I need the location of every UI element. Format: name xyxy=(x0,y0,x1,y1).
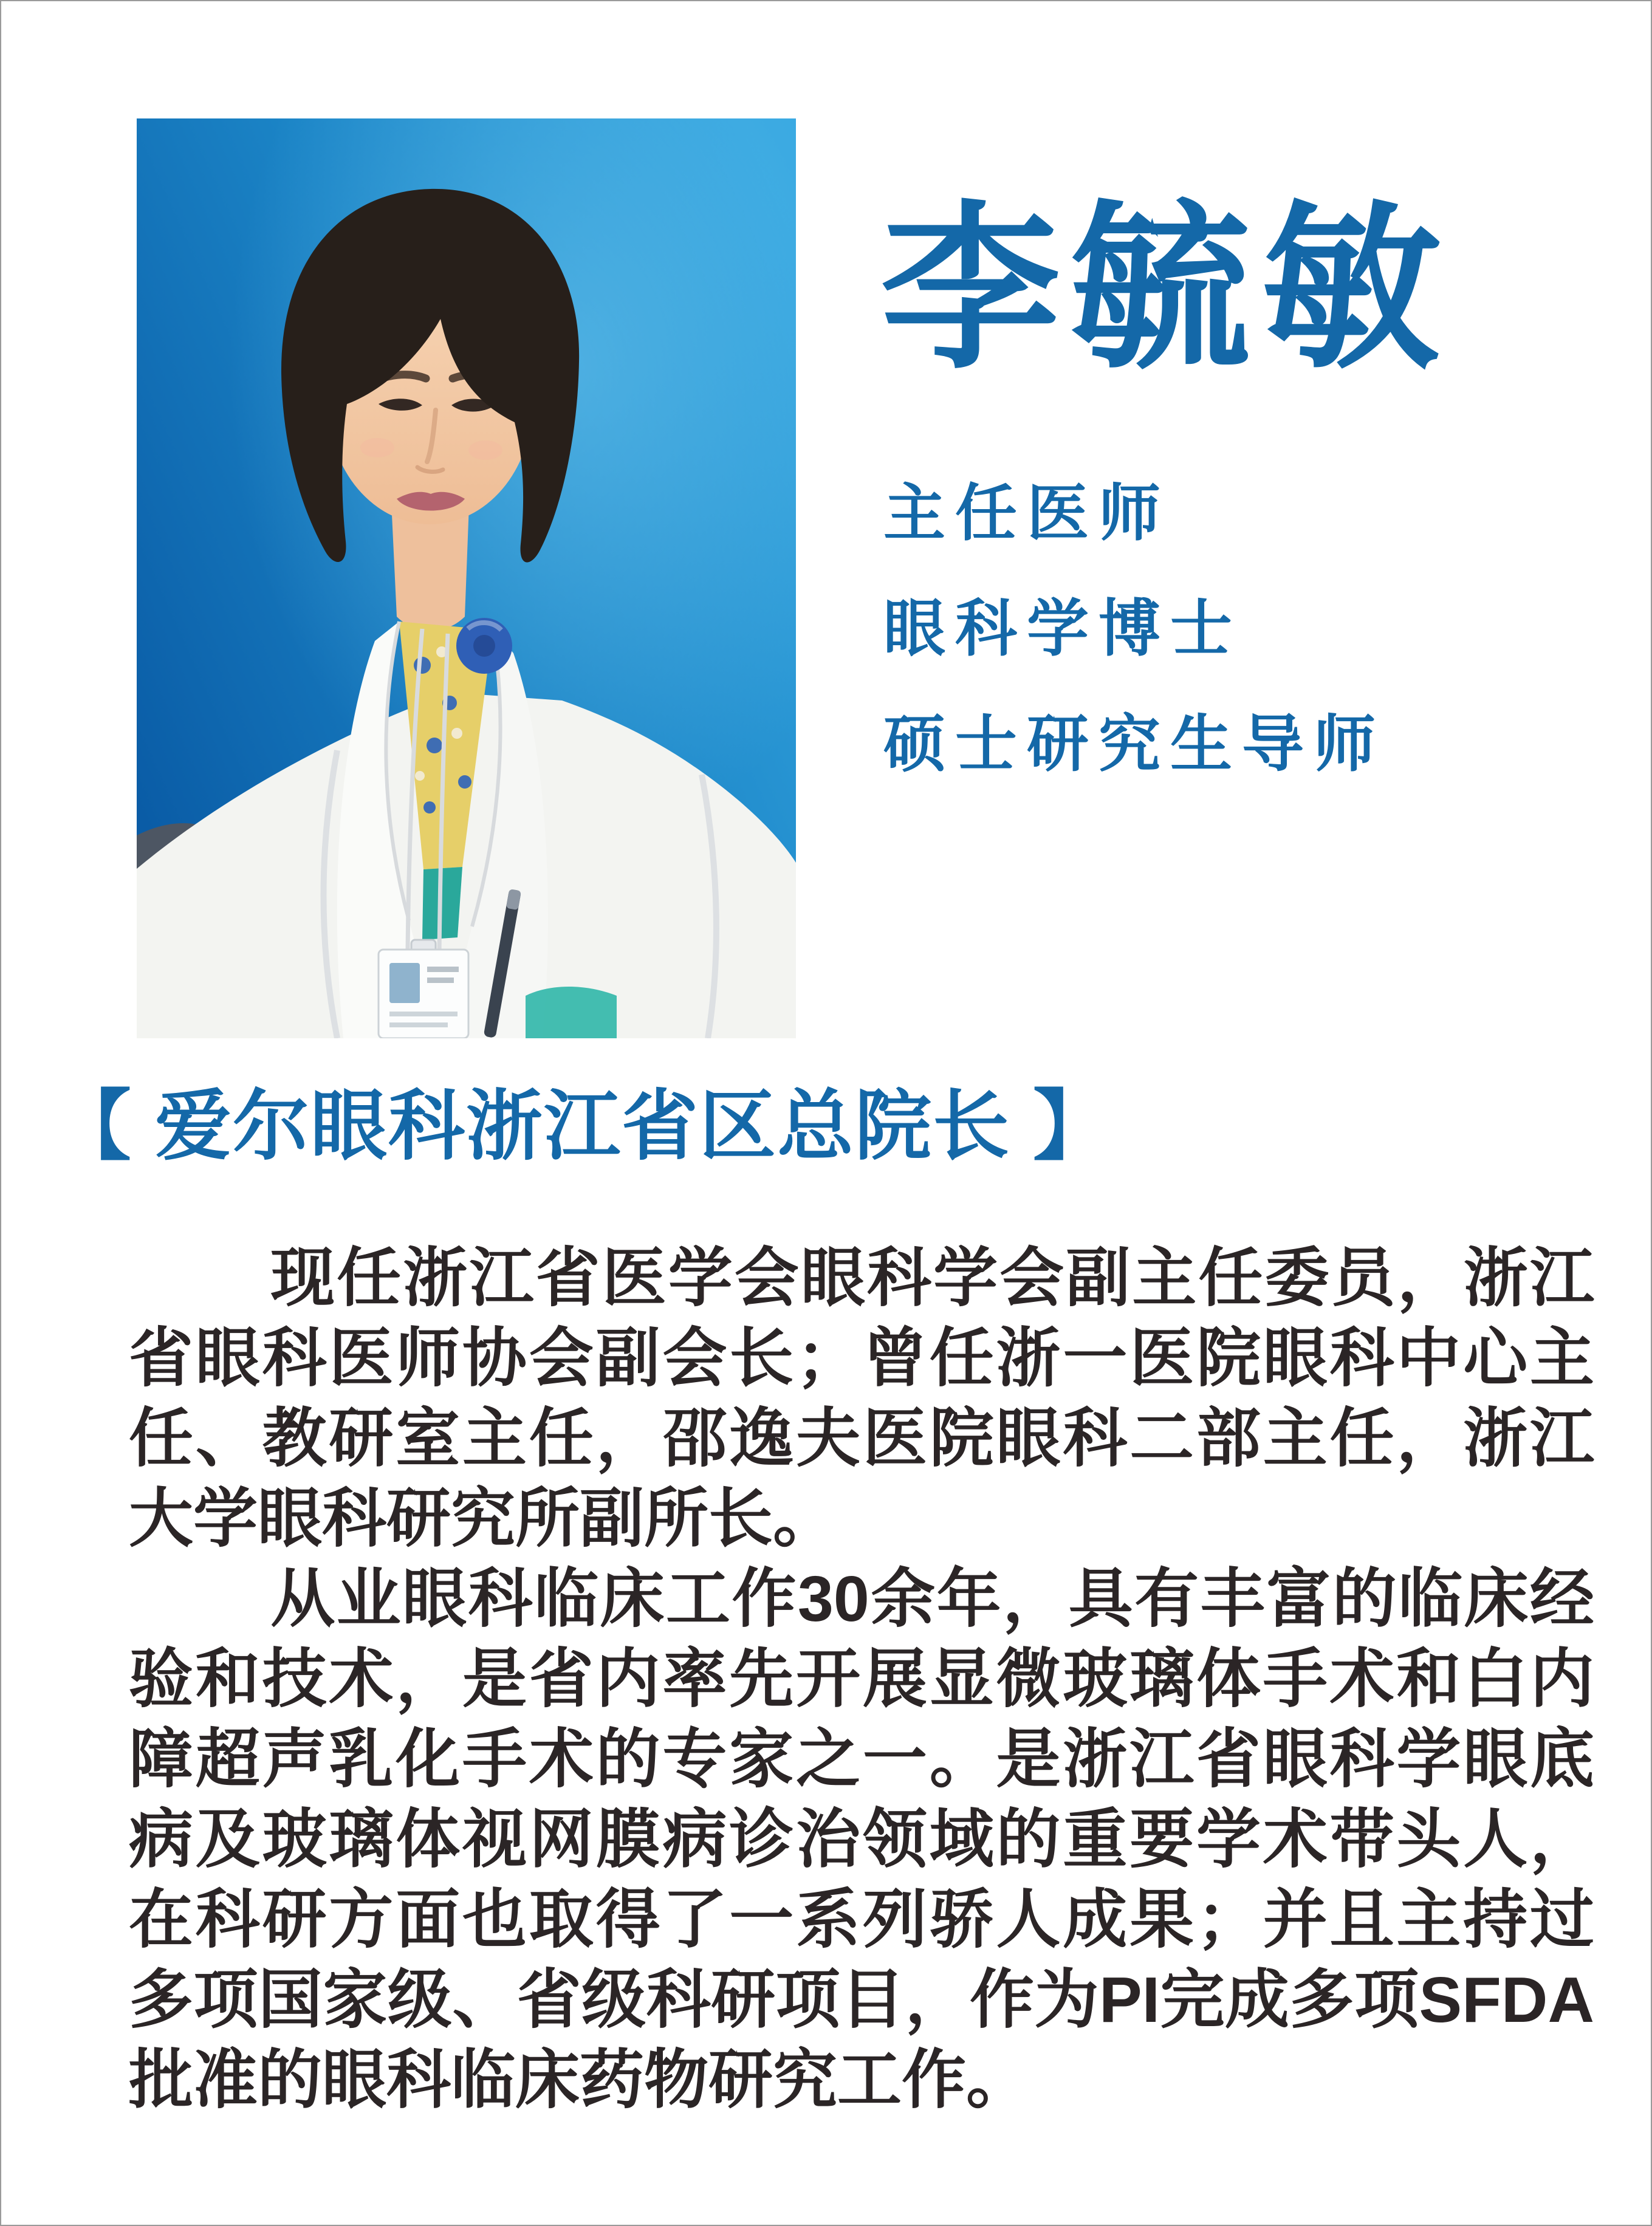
id-card-photo xyxy=(389,963,420,1003)
bio-text xyxy=(129,1238,1594,2120)
doctor-name: 李毓敏 xyxy=(881,189,1451,389)
credential-masters-supervisor: 硕士研究生导师 xyxy=(883,710,1385,779)
bio-paragraph-2: 从业眼科临床工作30余年，具有丰富的临床经验和技术，是省内率先开展显微玻璃体手术和白内障超声乳化手术的专家之一。是浙江省眼科学眼底病及玻璃体视网膜病诊治领域的重要学术带头人，在科研方面也取得了一系列骄人成果；并且主持过多项国家级、省级科研项目，作为PI完成多项SFDA批准的眼科临床药物研究工作。 xyxy=(129,1563,1594,2116)
doctor-photo xyxy=(137,118,796,1038)
section-heading-position: 【 爱尔眼科浙江省区总院长 】 xyxy=(55,1083,1111,1169)
bio-paragraph-1: 现任浙江省医学会眼科学会副主任委员，浙江省眼科医师协会副会长；曾任浙一医院眼科中心主任、教研室主任，邵逸夫医院眼科二部主任，浙江大学眼科研究所副所长。 xyxy=(129,1242,1594,1555)
badge-reel-icon xyxy=(456,618,512,674)
pocket-teal xyxy=(526,987,617,1038)
credentials-list xyxy=(883,456,1385,802)
credential-phd: 眼科学博士 xyxy=(883,594,1242,663)
id-card xyxy=(379,940,468,1038)
cheek-blush xyxy=(468,440,502,460)
cheek-blush xyxy=(360,438,394,457)
credential-chief-physician: 主任医师 xyxy=(883,479,1170,548)
doctor-portrait-illustration xyxy=(137,118,796,1038)
